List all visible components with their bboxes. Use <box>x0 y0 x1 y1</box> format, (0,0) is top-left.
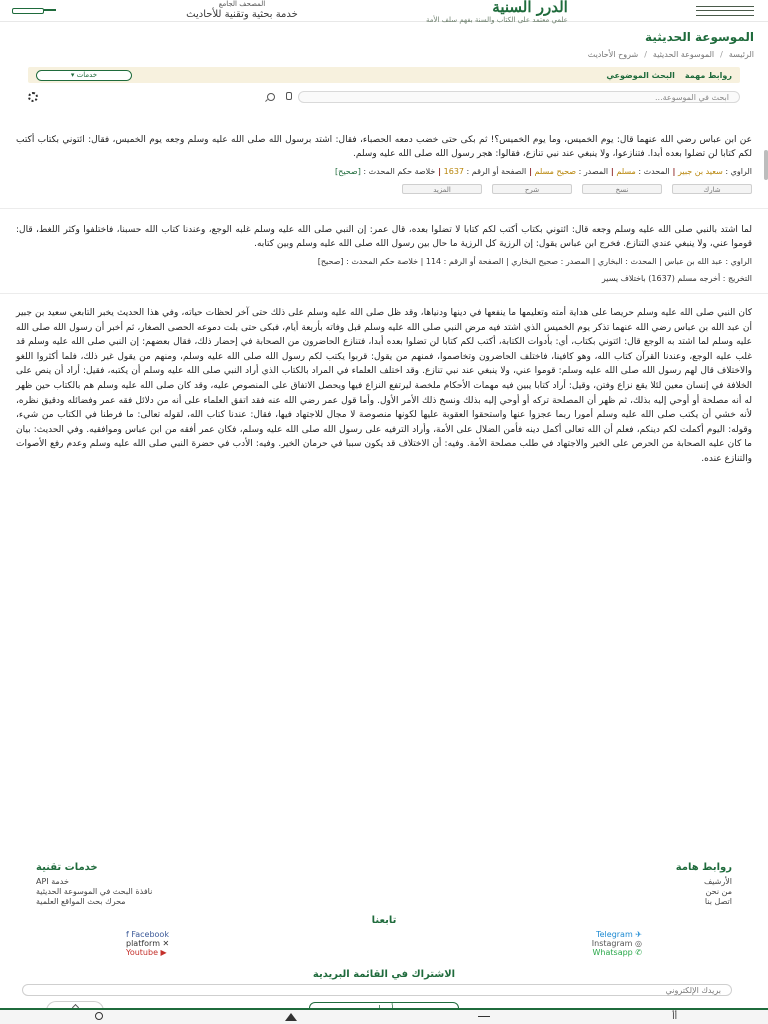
youtube-label: Youtube <box>126 948 158 957</box>
facebook-link[interactable]: f Facebook <box>126 930 169 939</box>
divider <box>0 208 768 209</box>
narrator-label: الراوي : <box>725 167 752 176</box>
copy-label: نسخ <box>615 186 629 194</box>
section-header <box>0 22 768 59</box>
x-link[interactable]: ✕ platform <box>126 939 170 948</box>
search-row <box>28 91 740 103</box>
top-header <box>0 0 768 22</box>
meta-separator: | <box>526 167 532 176</box>
explain-button[interactable] <box>492 184 572 194</box>
secondary-brand-line1: المصحف الجامع <box>218 0 266 9</box>
hadith-text: عن ابن عباس رضي الله عنهما قال: يوم الخميس، وما يوم الخميس؟! ثم بكى حتى خضب دمعه الحصباء، فقال: اشتد برسول الله صلى الله عليه وسلم وجعه يوم الخميس، فقال: ائتوني بكتاب أكتب لكم كتابا لن تضلوا بعده أبدا. فتنازعوا، ولا ينبغي عند نبي تنازع، فقالوا: هجر رسول الله صلى الله عليه وسلم. <box>16 135 752 159</box>
meta-separator: | <box>608 167 614 176</box>
page-number: 1637 <box>443 167 464 176</box>
services-dropdown[interactable]: خدمات ▾ <box>36 70 132 81</box>
secondary-brand[interactable] <box>186 1 298 20</box>
topical-search-link[interactable]: البحث الموضوعي <box>606 70 675 80</box>
page-label: الصفحة أو الرقم : <box>466 167 527 176</box>
follow-us-title: تابعنا <box>371 915 397 926</box>
more-button[interactable] <box>402 184 482 194</box>
breadcrumb-current: شروح الأحاديث <box>587 50 639 59</box>
muhaddith-label: المحدث : <box>638 167 670 176</box>
divider <box>0 293 768 294</box>
footer-link-contact[interactable]: اتصل بنا <box>704 897 732 906</box>
muhaddith-name[interactable]: مسلم <box>616 167 636 176</box>
footer-link-about[interactable]: من نحن <box>705 887 732 896</box>
footer-link-archive[interactable]: الأرشيف <box>703 877 732 886</box>
search-icon <box>91 1012 103 1022</box>
footer-link-search-engine[interactable]: محرك بحث المواقع العلمية <box>36 897 126 906</box>
hamburger-icon <box>696 6 754 16</box>
breadcrumb-separator: / <box>720 50 723 59</box>
breadcrumb-encyclopedia[interactable]: الموسوعة الحديثية <box>652 50 715 59</box>
footer-link-api[interactable]: خدمة API <box>36 877 69 886</box>
breadcrumb-separator: / <box>644 50 647 59</box>
whatsapp-label: Whatsapp <box>592 948 633 957</box>
page-title: الموسوعة الحديثية <box>645 30 754 44</box>
social-column-right <box>592 930 642 957</box>
social-column-left <box>126 930 169 957</box>
gear-icon[interactable] <box>28 92 38 102</box>
hadith-takhrij: التخريج : أخرجه مسلم (1637) باختلاف يسير <box>601 274 752 283</box>
menu-button[interactable] <box>696 6 756 16</box>
bottom-nav-bar <box>0 1008 768 1024</box>
hadith-card-2 <box>0 223 768 285</box>
social-links <box>36 930 732 957</box>
scrollbar[interactable] <box>764 150 768 180</box>
instagram-link[interactable]: ◎ Instagram <box>591 939 642 948</box>
footer-links-title: روابط هامة <box>675 862 732 873</box>
home-icon <box>285 1013 297 1021</box>
narrator-name[interactable]: سعيد بن جبير <box>678 167 723 176</box>
services-label: خدمات <box>76 71 98 79</box>
hadith-card <box>0 133 768 178</box>
footer-links-column <box>432 862 732 907</box>
telegram-label: Telegram <box>596 930 633 939</box>
breadcrumb-home[interactable]: الرئيسة <box>728 50 754 59</box>
grade-label: خلاصة حكم المحدث : <box>363 167 436 176</box>
search-input[interactable] <box>298 91 740 103</box>
tool-strip <box>28 67 740 83</box>
email-placeholder: بريدك الإلكتروني <box>665 985 721 995</box>
hadith-actions <box>0 178 768 194</box>
hadith-meta <box>16 165 752 178</box>
share-button[interactable] <box>672 184 752 194</box>
secondary-brand-line2: خدمة بحثية وتقنية للأحاديث <box>186 8 298 20</box>
meta-separator: | <box>669 167 676 176</box>
share-nav-button[interactable] <box>478 1013 490 1021</box>
cart-icon <box>12 6 58 16</box>
x-label: platform <box>126 939 160 948</box>
explain-label: شرح <box>524 186 540 194</box>
filter-area <box>28 92 258 102</box>
instagram-label: Instagram <box>591 939 633 948</box>
hadith-meta-2: الراوي : عبد الله بن عباس | المحدث : البخاري | المصدر : صحيح البخاري | الصفحة أو الرقم : 114 | خلاصة حكم المحدث : [صحيح] <box>317 257 752 266</box>
cart-button[interactable] <box>12 6 58 16</box>
footer <box>0 862 768 1014</box>
footer-columns <box>36 862 732 907</box>
breadcrumb <box>14 50 754 59</box>
source-name[interactable]: صحيح مسلم <box>534 167 577 176</box>
grade-value: [صحيح] <box>335 167 361 176</box>
home-nav-button[interactable] <box>285 1013 297 1021</box>
brand-tagline: علمي معتمد على الكتاب والسنة بفهم سلف الأمة <box>426 15 568 24</box>
hadith-text-2: لما اشتد بالنبي صلى الله عليه وسلم وجعه قال: ائتوني بكتاب أكتب لكم كتابا لا تضلوا بعده، قال عمر: إن النبي صلى الله عليه وسلم غلبه الوجع، وعندنا كتاب الله حسبنا، فاختلفوا وكثر اللغط، قال: قوموا عني، ولا ينبغي عندي التنازع. فخرج ابن عباس يقول: إن الرزية كل الرزية ما حال بين رسول الله صلى الله عليه وسلم وبين كتابه. <box>16 225 752 249</box>
facebook-label: Facebook <box>131 930 169 939</box>
search-nav-button[interactable] <box>91 1012 103 1022</box>
important-links-link[interactable]: روابط مهمة <box>684 70 732 80</box>
source-label: المصدر : <box>578 167 609 176</box>
footer-services-title: خدمات تقنية <box>36 862 98 873</box>
whatsapp-link[interactable]: ✆ Whatsapp <box>592 948 642 957</box>
meta-separator: | <box>435 167 442 176</box>
search-icon[interactable] <box>264 92 278 102</box>
newsletter-title: الاشتراك في القائمة البريدية <box>312 969 456 980</box>
mic-icon[interactable] <box>284 92 292 102</box>
telegram-link[interactable]: ✈ Telegram <box>596 930 642 939</box>
copy-button[interactable] <box>582 184 662 194</box>
site-logo[interactable] <box>426 0 568 24</box>
share-icon <box>478 1013 490 1021</box>
email-field[interactable] <box>22 984 732 996</box>
more-label: المزيد <box>433 186 451 194</box>
font-size-button[interactable]: أأ <box>672 1012 678 1022</box>
youtube-link[interactable]: ▶ Youtube <box>126 948 167 957</box>
explanation-text: كان النبي صلى الله عليه وسلم حريصا على هداية أمته وتعليمها ما ينفعها في دينها ودنياها، وقد ظل صلى الله عليه وسلم على ذلك حتى آخر لحظات حياته، وفي هذا الحديث يخبر التابعي سعيد بن جبير أن عبد الله بن عباس رضي الله عنهما تذكر يوم الخميس الذي اشتد فيه مرض النبي صلى الله عليه وسلم قبل وفاته بأربعة أيام، فبكى حتى بلت دموعه الحصى الصغار، ثم أخبر أن رسول الله صلى الله عليه وسلم لما اشتد به الوجع قال: ائتوني بكتاب، أي: بأدوات الكتابة، أكتب لكم كتابا لن تضلوا بعده أبدا، فتنازع الحاضرون من الصحابة في إحضار ذلك، فقال بعضهم: إن النبي صلى الله عليه وسلم قد غلب عليه الوجع، وعندنا القرآن كتاب الله، وهو كافينا، فاختلف الحاضرون وتخاصموا، فمنهم من يقول: قربوا يكتب لكم رسول الله صلى الله عليه وسلم، ومنهم من يقول غير ذلك، فلما أكثروا اللغو والاختلاف قال لهم رسول الله صلى الله عليه وسلم: قوموا عني، ولا ينبغي عند نبي تنازع. وقد اختلف العلماء في المراد بالكتاب الذي أراد النبي صلى الله عليه وسلم أن يكتبه، فقيل: أراد أن ينص على الخلافة في إنسان معين لئلا يقع نزاع وفتن، وقيل: أراد كتابا يبين فيه مهمات الأحكام ملخصة ليرتفع النزاع فيها ويحصل الاتفاق على المنصوص عليه، وقد كان صلى الله عليه وسلم هم بالكتاب حين ظهر له أنه مصلحة أو أوحي إليه بذلك، ثم ظهر أن المصلحة تركه أو أوحي إليه بذلك ونسخ ذلك الأمر الأول. وأما قول عمر رضي الله عنه فقد اتفق العلماء على أنه من دلائل فقه عمر وفضائله ودقيق نظره، لأنه خشي أن يكتب صلى الله عليه وسلم أمورا ربما عجزوا عنها واستحقوا العقوبة عليها لكونها منصوصة لا مجال للاجتهاد فيها، فقال: عندنا كتاب الله، لقوله تعالى: ما فرطنا في الكتاب من شيء، وقوله: اليوم أكملت لكم دينكم، فعلم أن الله تعالى أكمل دينه فأمن الضلال على الأمة، وأراد الترفيه على رسول الله صلى الله عليه وسلم، فكان عمر أفقه من ابن عباس وموافقيه. وفي الحديث: بيان ما كان عليه الصحابة من الحرص على الخير والاجتهاد في طلب مصلحة الأمة. وفيه: أن الاختلاف قد يكون سببا في حرمان الخير. وفيه: الأدب في حضرة النبي صلى الله عليه وسلم وعدم رفع الأصوات والتنازع عنده. <box>16 308 752 464</box>
share-label: شارك <box>703 186 721 194</box>
search-placeholder: ابحث في الموسوعة... <box>655 92 729 102</box>
footer-services-column <box>36 862 336 907</box>
footer-link-search-window[interactable]: نافذة البحث في الموسوعة الحديثية <box>36 887 153 896</box>
quick-links <box>606 71 732 80</box>
brand-name: الدرر السنية <box>492 0 568 16</box>
